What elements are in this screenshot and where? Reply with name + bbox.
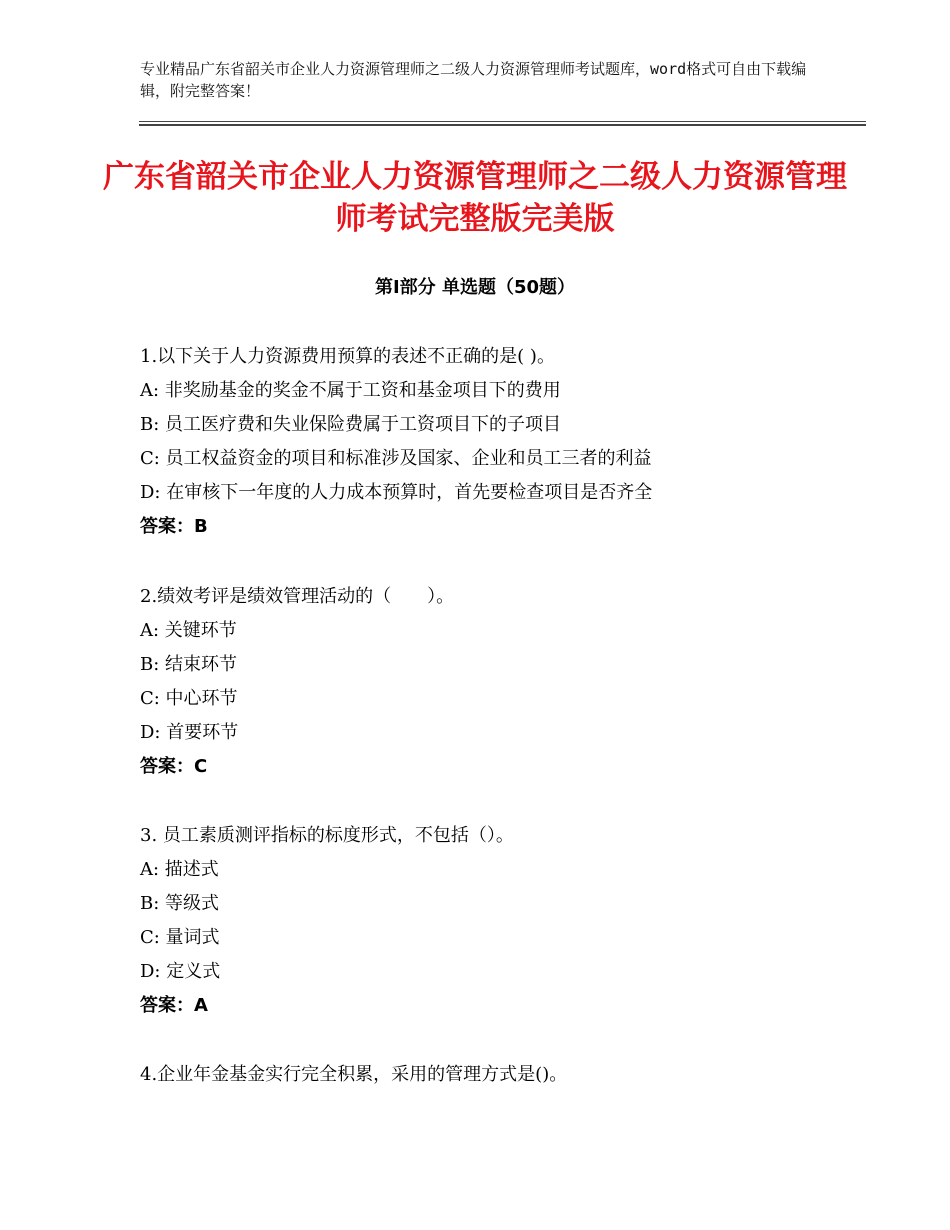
question-stem: 1.以下关于人力资源费用预算的表述不正确的是( )。 xyxy=(140,346,555,367)
option-d: D: 定义式 xyxy=(140,961,221,982)
answer: 答案：B xyxy=(140,516,208,537)
option-a: A: 描述式 xyxy=(140,859,219,880)
option-c: C: 中心环节 xyxy=(140,688,238,709)
answer: 答案：C xyxy=(140,756,208,777)
option-a: A: 非奖励基金的奖金不属于工资和基金项目下的费用 xyxy=(140,380,561,401)
section-heading: 第Ⅰ部分 单选题（50题） xyxy=(374,277,575,298)
option-d: D: 在审核下一年度的人力成本预算时，首先要检查项目是否齐全 xyxy=(140,482,653,503)
header-rule-thick xyxy=(139,124,866,126)
question-4 xyxy=(140,1058,860,1092)
header-rule xyxy=(139,121,866,122)
option-b: B: 结束环节 xyxy=(140,654,238,675)
option-d: D: 首要环节 xyxy=(140,722,239,743)
answer: 答案：A xyxy=(140,995,208,1016)
option-b: B: 员工医疗费和失业保险费属于工资项目下的子项目 xyxy=(140,414,562,435)
question-stem: 2.绩效考评是绩效管理活动的（ ）。 xyxy=(140,586,455,607)
question-3 xyxy=(140,819,860,1023)
question-1 xyxy=(140,340,860,544)
question-stem: 4.企业年金基金实行完全积累，采用的管理方式是()。 xyxy=(140,1064,568,1085)
header-note: 专业精品广东省韶关市企业人力资源管理师之二级人力资源管理师考试题库，word格式可自由下载编辑，附完整答案！ xyxy=(140,60,807,100)
question-2 xyxy=(140,580,860,784)
option-b: B: 等级式 xyxy=(140,893,220,914)
option-c: C: 员工权益资金的项目和标准涉及国家、企业和员工三者的利益 xyxy=(140,448,652,469)
document-title: 广东省韶关市企业人力资源管理师之二级人力资源管理师考试完整版完美版 xyxy=(103,159,847,237)
question-stem: 3. 员工素质测评指标的标度形式，不包括（）。 xyxy=(140,825,514,846)
option-a: A: 关键环节 xyxy=(140,620,237,641)
option-c: C: 量词式 xyxy=(140,927,220,948)
